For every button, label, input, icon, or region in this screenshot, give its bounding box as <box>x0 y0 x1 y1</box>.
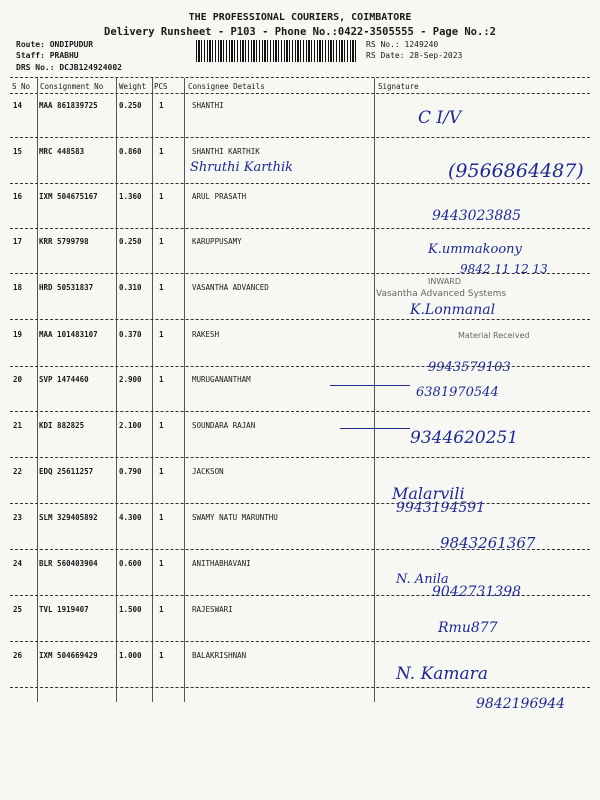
row-consignment: MAA 861839725 <box>39 101 98 110</box>
row-weight: 2.100 <box>119 421 142 430</box>
row-pcs: 1 <box>159 192 164 201</box>
company-title: THE PROFESSIONAL COURIERS, COIMBATORE <box>188 12 412 23</box>
handwriting-r19: 9943579103 <box>428 360 511 375</box>
row-consignee: VASANTHA ADVANCED <box>192 283 269 292</box>
row-sno: 16 <box>13 192 23 201</box>
row-consignment: IXM 504675167 <box>39 192 98 201</box>
handwriting-r17-phone: 9842 11 12 13 <box>460 262 548 276</box>
row-weight: 0.600 <box>119 559 142 568</box>
row-sno: 19 <box>13 330 23 339</box>
col-consignee: Consignee Details <box>188 82 265 91</box>
row-pcs: 1 <box>159 467 164 476</box>
handwriting-r15-name: Shruthi Karthik <box>190 160 294 175</box>
row-rule <box>10 183 590 184</box>
row-pcs: 1 <box>159 651 164 660</box>
row-consignment: TVL 1919407 <box>39 605 89 614</box>
row-consignment: SVP 1474460 <box>39 375 89 384</box>
table-top-rule <box>10 77 590 78</box>
col-sno: S No <box>12 82 31 91</box>
row-consignment: BLR 560403904 <box>39 559 98 568</box>
row-consignee: RAJESWARI <box>192 605 233 614</box>
row-rule <box>10 687 590 688</box>
row-rule <box>10 411 590 412</box>
row-sno: 25 <box>13 605 23 614</box>
row-consignment: IXM 504669429 <box>39 651 98 660</box>
row-consignee: SWAMY NATU MARUNTHU <box>192 513 278 522</box>
row-weight: 1.000 <box>119 651 142 660</box>
handwriting-r23: 9843261367 <box>440 534 536 552</box>
barcode <box>196 40 356 62</box>
row-consignee: SHANTHI <box>192 101 224 110</box>
handwriting-r21: 9344620251 <box>410 428 519 448</box>
row-sno: 26 <box>13 651 23 660</box>
handwriting-r18: K.Lonmanal <box>410 302 496 318</box>
row-pcs: 1 <box>159 147 164 156</box>
row-pcs: 1 <box>159 375 164 384</box>
row-consignment: SLM 329405892 <box>39 513 98 522</box>
row-weight: 0.250 <box>119 101 142 110</box>
row-weight: 4.300 <box>119 513 142 522</box>
row-rule <box>10 228 590 229</box>
row-sno: 18 <box>13 283 23 292</box>
rs-number: RS No.: 1249240 <box>366 40 439 49</box>
row-consignee: ANITHABHAVANI <box>192 559 251 568</box>
col-signature: Signature <box>378 82 419 91</box>
handwriting-r26-phone: 9842196944 <box>476 696 566 712</box>
row-sno: 23 <box>13 513 23 522</box>
row-sno: 15 <box>13 147 23 156</box>
row-consignment: KRR 5799798 <box>39 237 89 246</box>
row-consignment: HRD 50531837 <box>39 283 94 292</box>
handwriting-r22-phone: 9943194591 <box>396 500 486 516</box>
row-consignee: BALAKRISHNAN <box>192 651 247 660</box>
row-pcs: 1 <box>159 330 164 339</box>
col-divider <box>37 78 38 702</box>
staff: Staff: PRABHU <box>16 51 79 60</box>
handwriting-r15-sig: (9566864487) <box>448 160 584 182</box>
row-pcs: 1 <box>159 559 164 568</box>
row-consignee: JACKSON <box>192 467 224 476</box>
stamp-vasantha: Vasantha Advanced Systems <box>376 289 507 299</box>
ink-arrow <box>340 428 410 429</box>
handwriting-r24-phone: 9042731398 <box>432 584 522 600</box>
row-rule <box>10 319 590 320</box>
runsheet-subtitle: Delivery Runsheet - P103 - Phone No.:0422-3505555 - Page No.:2 <box>104 26 496 38</box>
col-divider <box>116 78 117 702</box>
col-weight: Weight <box>119 82 147 91</box>
row-pcs: 1 <box>159 421 164 430</box>
row-pcs: 1 <box>159 513 164 522</box>
row-consignee: SHANTHI KARTHIK <box>192 147 260 156</box>
row-pcs: 1 <box>159 605 164 614</box>
row-sno: 22 <box>13 467 23 476</box>
row-weight: 1.500 <box>119 605 142 614</box>
handwriting-r14: C I/V <box>418 108 462 128</box>
drs-number: DRS No.: DCJB124924002 <box>16 63 122 72</box>
col-divider <box>184 78 185 702</box>
row-rule <box>10 503 590 504</box>
header-rule <box>10 93 590 94</box>
row-consignment: EDQ 25611257 <box>39 467 94 476</box>
row-consignment: MRC 448583 <box>39 147 85 156</box>
row-pcs: 1 <box>159 283 164 292</box>
col-pcs: PCS <box>154 82 168 91</box>
handwriting-r16: 9443023885 <box>432 208 522 224</box>
row-pcs: 1 <box>159 237 164 246</box>
handwriting-r24-sig: N. Anila <box>396 572 449 587</box>
handwriting-r17-sig: K.ummakoony <box>428 242 522 257</box>
ink-arrow <box>330 385 410 386</box>
row-sno: 21 <box>13 421 23 430</box>
row-consignee: MURUGANANTHAM <box>192 375 251 384</box>
row-weight: 0.310 <box>119 283 142 292</box>
row-consignee: KARUPPUSAMY <box>192 237 242 246</box>
row-rule <box>10 457 590 458</box>
row-pcs: 1 <box>159 101 164 110</box>
route: Route: ONDIPUDUR <box>16 40 94 49</box>
row-consignee: RAKESH <box>192 330 220 339</box>
row-sno: 17 <box>13 237 23 246</box>
row-sno: 20 <box>13 375 23 384</box>
handwriting-r20: 6381970544 <box>416 385 499 400</box>
row-consignee: SOUNDARA RAJAN <box>192 421 256 430</box>
rs-date: RS Date: 28-Sep-2023 <box>366 51 463 60</box>
row-consignee: ARUL PRASATH <box>192 192 247 201</box>
col-consignment: Consignment No <box>40 82 104 91</box>
handwriting-r22-sig: Malarvili <box>392 484 465 503</box>
row-weight: 1.360 <box>119 192 142 201</box>
row-sno: 24 <box>13 559 23 568</box>
row-weight: 2.900 <box>119 375 142 384</box>
row-consignment: KDI 882825 <box>39 421 85 430</box>
stamp-inward: INWARD <box>428 277 462 286</box>
col-divider <box>152 78 153 702</box>
stamp-material: Material Received <box>458 331 530 340</box>
row-weight: 0.370 <box>119 330 142 339</box>
row-consignment: MAA 101483107 <box>39 330 98 339</box>
col-divider <box>374 78 375 702</box>
row-weight: 0.790 <box>119 467 142 476</box>
row-sno: 14 <box>13 101 23 110</box>
row-rule <box>10 641 590 642</box>
handwriting-r25: Rmu877 <box>438 620 498 636</box>
handwriting-r26-sig: N. Kamara <box>396 664 488 684</box>
row-weight: 0.250 <box>119 237 142 246</box>
row-weight: 0.860 <box>119 147 142 156</box>
row-rule <box>10 137 590 138</box>
